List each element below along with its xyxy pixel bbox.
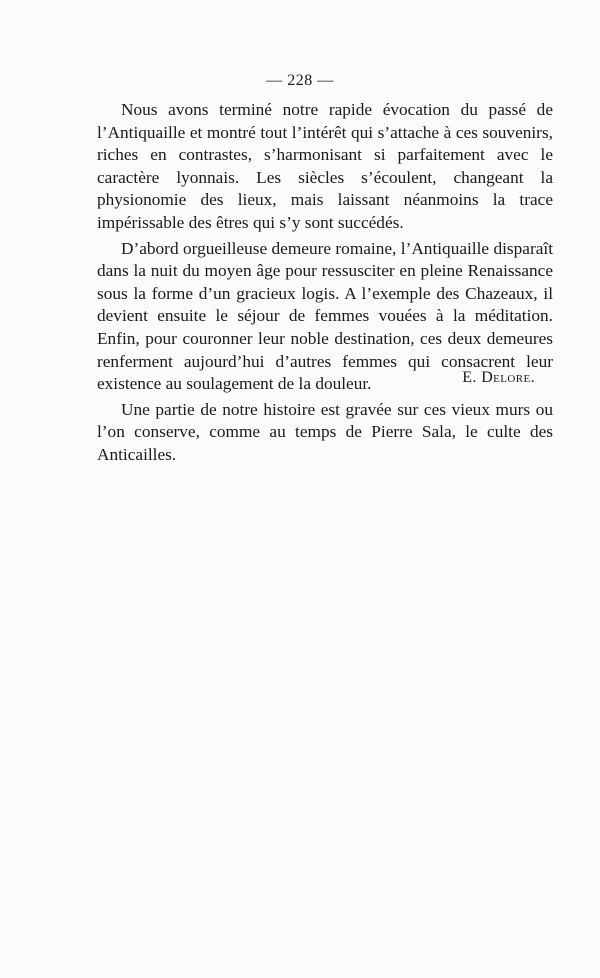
paragraph-1: Nous avons terminé notre rapide évocation du passé de l’Antiquaille et montré tout l’intérêt qui s’attache à ces souvenirs, riches en contrastes, s’harmonisant si parfaitement avec le caractère lyonnais. Les siècles s’écoulent, changeant la physionomie des lieux, mais laissant néanmoins la trace impérissable des êtres qui s’y sont succédés. — [97, 100, 553, 232]
paragraph-3: Une partie de notre histoire est gravée sur ces vieux murs ou l’on conserve, comme au temps de Pierre Sala, le culte des Anticailles. — [97, 399, 553, 464]
page-number: — 228 — — [266, 72, 334, 89]
author-signature: E. Delore. — [462, 369, 535, 386]
body-text — [97, 99, 553, 467]
paragraph-2: D’abord orgueilleuse demeure romaine, l’Antiquaille disparaît dans la nuit du moyen âge pour ressusciter en pleine Renaissance sous la forme d’un gracieux logis. A l’exemple des Chazeaux, il devient ensuite le séjour de femmes vouées à la méditation. Enfin, pour couronner leur noble destination, ces deux demeures renferment aujourd’hui d’autres femmes qui consacrent leur existence au soulagement de la douleur. — [97, 238, 553, 394]
